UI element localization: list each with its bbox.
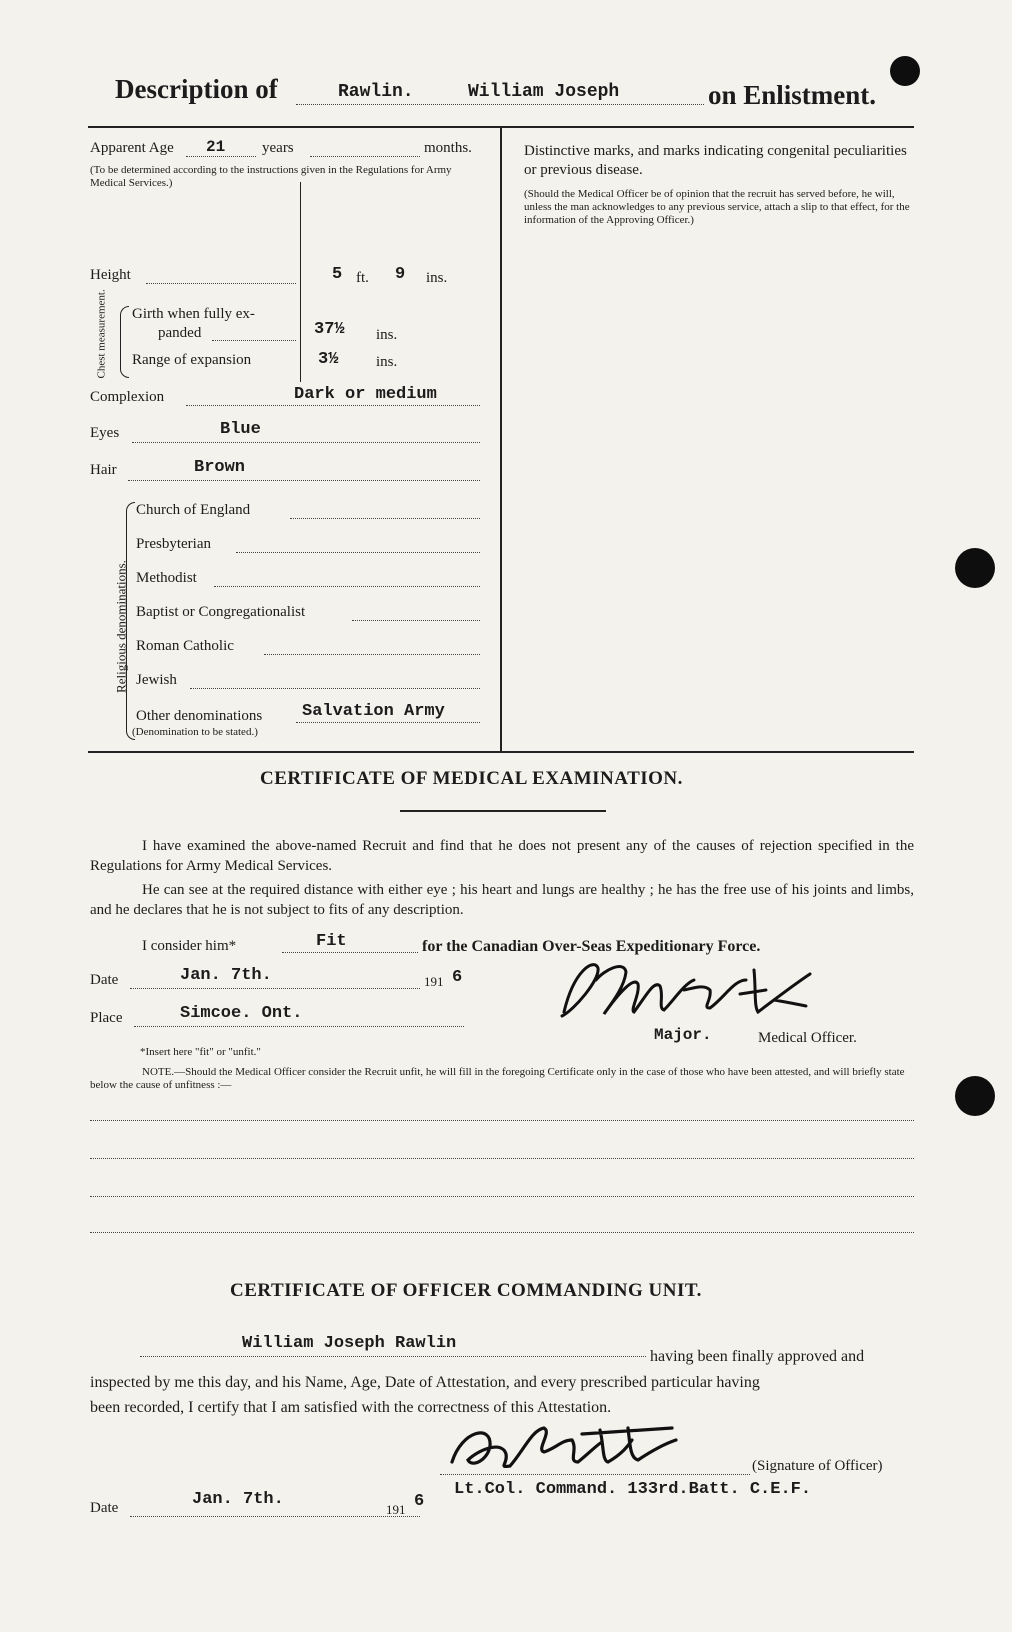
years-label: years (262, 140, 294, 156)
force-label: for the Canadian Over-Seas Expeditionary Force. (422, 938, 761, 955)
medical-para-1: I have examined the above-named Recruit and find that he does not present any of the causes of rejection specified in the Regulations for Army Medical Services. (90, 838, 914, 874)
commanding-year-suffix: 6 (414, 1492, 425, 1511)
girth-value: 37½ (314, 320, 345, 339)
religion-line (352, 620, 480, 621)
punch-hole (955, 548, 995, 588)
girth-ins-label: ins. (376, 327, 398, 343)
girth-line (212, 340, 296, 341)
ins-label: ins. (426, 270, 448, 286)
place-label: Place (90, 1010, 123, 1026)
eyes-label: Eyes (90, 425, 120, 441)
punch-hole (890, 56, 920, 86)
commanding-date-line (130, 1516, 420, 1517)
medical-year-suffix: 6 (452, 968, 463, 987)
ft-label: ft. (356, 270, 369, 286)
unfitness-line (90, 1120, 914, 1121)
header-given-names: William Joseph (468, 82, 620, 102)
medical-date-label: Date (90, 972, 119, 988)
eyes-line (132, 442, 480, 443)
months-label: months. (424, 140, 472, 156)
medical-date-value: Jan. 7th. (180, 966, 272, 985)
hair-label: Hair (90, 462, 117, 478)
range-ins-label: ins. (376, 354, 398, 370)
column-divider (500, 128, 502, 752)
complexion-line (186, 405, 480, 406)
other-denominations-value: Salvation Army (302, 702, 445, 721)
age-label: Apparent Age (90, 140, 174, 156)
medical-year-prefix: 191 (424, 974, 444, 989)
medical-date-line (130, 988, 420, 989)
commanding-officer-signature (432, 1410, 692, 1480)
consider-value: Fit (316, 932, 347, 951)
marks-note: (Should the Medical Officer be of opinion that the recruit has served before, he will, unless the man acknowledges to any previous service, attach a slip to that effect, for the information of the Approving Officer.) (524, 188, 910, 226)
value-divider (300, 182, 301, 382)
signature-line (440, 1474, 750, 1475)
religion-line (190, 688, 480, 689)
commanding-line-2: inspected by me this day, and his Name, Age, Date of Attestation, and every prescribed particular having (90, 1374, 760, 1391)
header-suffix: on Enlistment. (708, 80, 877, 110)
chest-brace (120, 306, 129, 378)
height-ft-value: 5 (332, 265, 343, 284)
unfit-note: NOTE.—Should the Medical Officer consider the Recruit unfit, he will fill in the foregoing Certificate only in the case of those who have been attested, and will briefly state below the cause of unfitness :— (90, 1066, 905, 1091)
chest-measurement-label: Chest measurement. (95, 289, 108, 379)
commanding-date-value: Jan. 7th. (192, 1490, 284, 1509)
eyes-value: Blue (220, 420, 261, 439)
religion-line (214, 586, 480, 587)
age-value: 21 (206, 138, 226, 156)
hair-line (128, 480, 480, 481)
section-rule (88, 751, 914, 753)
consider-label: I consider him* (142, 938, 237, 954)
complexion-label: Complexion (90, 389, 165, 405)
medical-officer-rank: Major. (654, 1026, 712, 1044)
header-prefix: Description of (115, 74, 278, 104)
commanding-title: CERTIFICATE OF OFFICER COMMANDING UNIT. (230, 1280, 702, 1301)
other-denominations-label: Other denominations (136, 708, 263, 724)
religion-side-label: Religious denominations. (113, 560, 129, 693)
hair-value: Brown (194, 458, 246, 477)
medical-title: CERTIFICATE OF MEDICAL EXAMINATION. (260, 768, 683, 789)
complexion-value: Dark or medium (294, 385, 437, 404)
height-label: Height (90, 267, 131, 283)
religion-item: Church of England (136, 502, 251, 518)
range-label: Range of expansion (132, 352, 252, 368)
punch-hole (955, 1076, 995, 1116)
commanding-year-prefix: 191 (386, 1502, 406, 1517)
religion-item: Jewish (136, 672, 177, 688)
commanding-line-1: having been finally approved and (650, 1348, 865, 1365)
unfitness-line (90, 1158, 914, 1159)
marks-heading: Distinctive marks, and marks indicating congenital peculiarities or previous disease. (524, 143, 907, 178)
religion-line (236, 552, 480, 553)
girth-label-1: Girth when fully ex- (132, 306, 255, 322)
header-surname: Rawlin. (338, 82, 414, 102)
medical-officer-label: Medical Officer. (758, 1030, 857, 1046)
commanding-date-label: Date (90, 1500, 119, 1516)
place-value: Simcoe. Ont. (180, 1004, 303, 1023)
religion-line (290, 518, 480, 519)
medical-para-2: He can see at the required distance with either eye ; his heart and lungs are healthy ; he has the free use of his joints and limbs, and he declares that he is not subject to fits of any description. (90, 882, 914, 918)
age-line (186, 156, 256, 157)
religion-item: Roman Catholic (136, 638, 234, 654)
religion-line (264, 654, 480, 655)
other-denominations-note: (Denomination to be stated.) (132, 726, 258, 738)
religion-item: Baptist or Congregationalist (136, 604, 306, 620)
months-line (310, 156, 420, 157)
medical-officer-signature (534, 950, 834, 1030)
range-value: 3½ (318, 350, 339, 369)
consider-line (282, 952, 418, 953)
insert-note: *Insert here "fit" or "unfit." (140, 1046, 261, 1058)
religion-item: Presbyterian (136, 536, 211, 552)
girth-label-2: panded (158, 325, 202, 341)
header-name-line (296, 104, 704, 105)
religion-brace (126, 502, 135, 740)
age-note: (To be determined according to the instructions given in the Regulations for Army Medical Services.) (90, 164, 452, 189)
signature-label: (Signature of Officer) (752, 1458, 883, 1474)
commanding-rank: Lt.Col. Command. 133rd.Batt. C.E.F. (454, 1480, 812, 1499)
place-line (134, 1026, 464, 1027)
other-denomination-line (296, 722, 480, 723)
unfitness-line (90, 1196, 914, 1197)
religion-item: Methodist (136, 570, 197, 586)
height-line (146, 283, 296, 284)
height-in-value: 9 (395, 265, 406, 284)
commanding-line-3: been recorded, I certify that I am satisfied with the correctness of this Attestation. (90, 1399, 612, 1416)
commanding-name-line (140, 1356, 646, 1357)
title-rule (400, 810, 606, 812)
unfitness-line (90, 1232, 914, 1233)
commanding-name-value: William Joseph Rawlin (242, 1334, 457, 1353)
